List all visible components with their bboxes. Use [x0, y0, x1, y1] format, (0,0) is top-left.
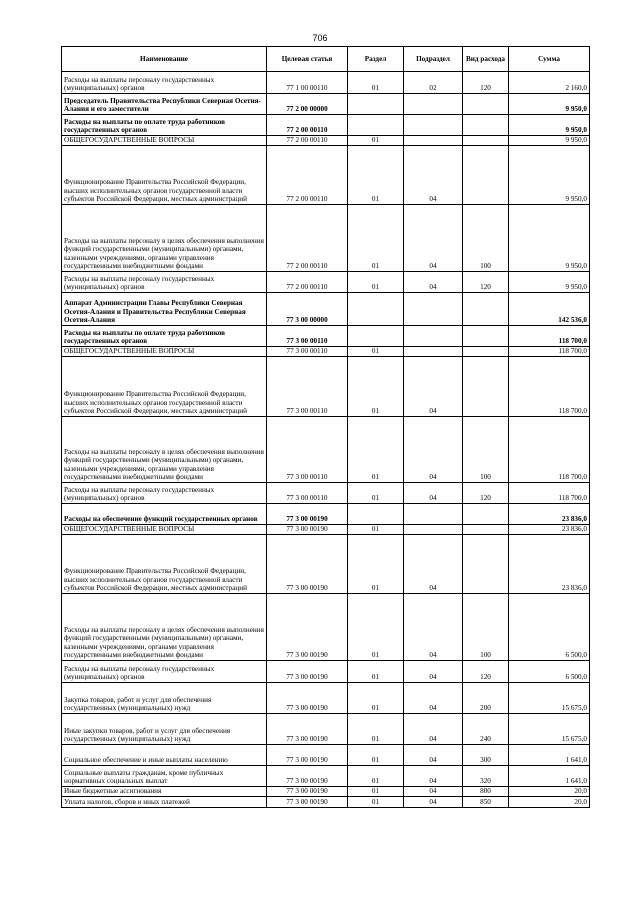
cell-type: 100: [463, 205, 509, 272]
cell-sum: 9 950,0: [509, 94, 590, 115]
cell-type: 320: [463, 766, 509, 787]
cell-section: 01: [348, 766, 404, 787]
table-row: [62, 483, 590, 504]
cell-code: 77 2 00 00110: [267, 115, 348, 136]
table-row: [62, 787, 590, 797]
cell-sum: 118 700,0: [509, 417, 590, 483]
cell-code: 77 3 00 00190: [267, 594, 348, 661]
table-row: [62, 115, 590, 136]
cell-section: 01: [348, 483, 404, 504]
cell-type: 240: [463, 714, 509, 745]
table-row: [62, 94, 590, 115]
cell-section: 01: [348, 525, 404, 535]
cell-sum: 9 950,0: [509, 205, 590, 272]
cell-name: ОБЩЕГОСУДАРСТВЕННЫЕ ВОПРОСЫ: [62, 525, 267, 535]
cell-code: 77 2 00 00110: [267, 272, 348, 293]
cell-sum: 1 641,0: [509, 745, 590, 766]
cell-name: Председатель Правительства Республики Северная Осетия-Алания и его заместители: [62, 94, 267, 115]
table-row: [62, 293, 590, 326]
cell-section: [348, 293, 404, 326]
cell-sum: 118 700,0: [509, 357, 590, 417]
header-sum: Сумма: [509, 47, 590, 72]
cell-subsection: [404, 525, 463, 535]
cell-type: [463, 293, 509, 326]
cell-code: 77 3 00 00190: [267, 535, 348, 594]
cell-sum: 1 641,0: [509, 766, 590, 787]
cell-sum: 118 700,0: [509, 326, 590, 347]
cell-code: 77 3 00 00190: [267, 745, 348, 766]
cell-sum: 15 675,0: [509, 714, 590, 745]
table-row: [62, 797, 590, 808]
table-row: [62, 205, 590, 272]
cell-name: Иные бюджетные ассигнования: [62, 787, 267, 797]
cell-code: 77 3 00 00000: [267, 293, 348, 326]
budget-table: [61, 46, 590, 808]
cell-sum: 9 950,0: [509, 146, 590, 205]
table-header-row: [62, 47, 590, 72]
cell-section: 01: [348, 347, 404, 357]
cell-subsection: [404, 347, 463, 357]
cell-name: Уплата налогов, сборов и иных платежей: [62, 797, 267, 808]
cell-name: Функционирование Правительства Российской Федерации, высших исполнительных органов государственной власти субъектов Российской Федерации, местных администраций: [62, 357, 267, 417]
cell-type: 100: [463, 594, 509, 661]
cell-code: 77 3 00 00190: [267, 504, 348, 525]
cell-sum: 9 950,0: [509, 272, 590, 293]
cell-section: 01: [348, 136, 404, 146]
cell-name: Социальное обеспечение и иные выплаты населению: [62, 745, 267, 766]
cell-type: [463, 504, 509, 525]
cell-section: [348, 326, 404, 347]
cell-name: ОБЩЕГОСУДАРСТВЕННЫЕ ВОПРОСЫ: [62, 136, 267, 146]
cell-section: 01: [348, 714, 404, 745]
cell-subsection: 04: [404, 483, 463, 504]
cell-section: 01: [348, 357, 404, 417]
cell-subsection: 04: [404, 787, 463, 797]
cell-sum: 118 700,0: [509, 347, 590, 357]
cell-section: 01: [348, 787, 404, 797]
cell-section: [348, 94, 404, 115]
cell-subsection: 04: [404, 797, 463, 808]
cell-sum: 2 160,0: [509, 72, 590, 94]
cell-subsection: 04: [404, 272, 463, 293]
cell-code: 77 2 00 00110: [267, 136, 348, 146]
table-row: [62, 535, 590, 594]
table-row: [62, 714, 590, 745]
table-row: [62, 417, 590, 483]
cell-code: 77 2 00 00110: [267, 146, 348, 205]
header-section: Раздел: [348, 47, 404, 72]
cell-section: 01: [348, 745, 404, 766]
cell-subsection: 04: [404, 683, 463, 714]
cell-section: 01: [348, 594, 404, 661]
cell-name: Расходы на выплаты персоналу государственных (муниципальных) органов: [62, 272, 267, 293]
cell-type: [463, 525, 509, 535]
cell-section: 01: [348, 683, 404, 714]
cell-name: Расходы на выплаты по оплате труда работников государственных органов: [62, 115, 267, 136]
cell-code: 77 3 00 00190: [267, 683, 348, 714]
cell-subsection: 04: [404, 205, 463, 272]
cell-subsection: 04: [404, 745, 463, 766]
cell-sum: 15 675,0: [509, 683, 590, 714]
table-row: [62, 146, 590, 205]
cell-type: [463, 146, 509, 205]
cell-subsection: 04: [404, 594, 463, 661]
table-row: [62, 347, 590, 357]
cell-subsection: 04: [404, 535, 463, 594]
cell-type: [463, 326, 509, 347]
cell-name: Иные закупки товаров, работ и услуг для обеспечения государственных (муниципальных) нужд: [62, 714, 267, 745]
cell-code: 77 3 00 00110: [267, 326, 348, 347]
table-row: [62, 745, 590, 766]
cell-subsection: [404, 136, 463, 146]
cell-subsection: 04: [404, 357, 463, 417]
cell-sum: 20,0: [509, 787, 590, 797]
header-name: Наименование: [62, 47, 267, 72]
cell-name: Аппарат Администрации Главы Республики Северная Осетия-Алания и Правительства Республики Северная Осетия-Алания: [62, 293, 267, 326]
cell-type: 120: [463, 483, 509, 504]
cell-section: 01: [348, 535, 404, 594]
cell-name: ОБЩЕГОСУДАРСТВЕННЫЕ ВОПРОСЫ: [62, 347, 267, 357]
cell-subsection: 04: [404, 146, 463, 205]
cell-section: 01: [348, 661, 404, 683]
cell-type: [463, 535, 509, 594]
cell-type: 850: [463, 797, 509, 808]
cell-sum: 23 836,0: [509, 535, 590, 594]
table-body: [62, 72, 590, 808]
cell-type: 200: [463, 683, 509, 714]
cell-code: 77 2 00 00110: [267, 205, 348, 272]
cell-type: [463, 136, 509, 146]
cell-type: 120: [463, 72, 509, 94]
cell-section: 01: [348, 72, 404, 94]
page-number: 706: [312, 33, 328, 43]
cell-name: Расходы на обеспечение функций государственных органов: [62, 504, 267, 525]
cell-type: 300: [463, 745, 509, 766]
cell-name: Расходы на выплаты персоналу в целях обеспечения выполнения функций государственными (муниципальными) органами, казенными учреждениями, органами управления государственными внебюджетными фондами: [62, 594, 267, 661]
cell-sum: 20,0: [509, 797, 590, 808]
cell-sum: 23 836,0: [509, 504, 590, 525]
cell-code: 77 2 00 00000: [267, 94, 348, 115]
cell-name: Расходы на выплаты по оплате труда работников государственных органов: [62, 326, 267, 347]
cell-sum: 23 836,0: [509, 525, 590, 535]
cell-code: 77 1 00 00110: [267, 72, 348, 94]
table-row: [62, 72, 590, 94]
cell-name: Социальные выплаты гражданам, кроме публичных нормативных социальных выплат: [62, 766, 267, 787]
cell-type: 100: [463, 417, 509, 483]
header-subsection: Подраздел: [404, 47, 463, 72]
cell-sum: 6 500,0: [509, 661, 590, 683]
table-row: [62, 357, 590, 417]
table-row: [62, 504, 590, 525]
cell-code: 77 3 00 00110: [267, 357, 348, 417]
cell-section: [348, 504, 404, 525]
cell-subsection: [404, 293, 463, 326]
cell-code: 77 3 00 00190: [267, 714, 348, 745]
cell-code: 77 3 00 00110: [267, 483, 348, 504]
cell-subsection: 02: [404, 72, 463, 94]
cell-type: [463, 94, 509, 115]
table-row: [62, 766, 590, 787]
cell-type: 120: [463, 661, 509, 683]
cell-name: Закупка товаров, работ и услуг для обеспечения государственных (муниципальных) нужд: [62, 683, 267, 714]
cell-name: Расходы на выплаты персоналу государственных (муниципальных) органов: [62, 661, 267, 683]
cell-code: 77 3 00 00190: [267, 787, 348, 797]
cell-section: 01: [348, 417, 404, 483]
cell-section: 01: [348, 146, 404, 205]
cell-sum: 118 700,0: [509, 483, 590, 504]
cell-section: 01: [348, 272, 404, 293]
header-type: Вид расхода: [463, 47, 509, 72]
cell-subsection: 04: [404, 417, 463, 483]
table-row: [62, 683, 590, 714]
cell-code: 77 3 00 00110: [267, 347, 348, 357]
cell-code: 77 3 00 00190: [267, 797, 348, 808]
cell-name: Расходы на выплаты персоналу государственных (муниципальных) органов: [62, 483, 267, 504]
cell-subsection: 04: [404, 661, 463, 683]
cell-subsection: [404, 94, 463, 115]
cell-section: [348, 115, 404, 136]
cell-type: [463, 347, 509, 357]
table-row: [62, 525, 590, 535]
cell-name: Расходы на выплаты персоналу в целях обеспечения выполнения функций государственными (муниципальными) органами, казенными учреждениями, органами управления государственными внебюджетными фондами: [62, 205, 267, 272]
cell-subsection: 04: [404, 714, 463, 745]
cell-sum: 6 500,0: [509, 594, 590, 661]
header-code: Целевая статья: [267, 47, 348, 72]
cell-section: 01: [348, 205, 404, 272]
table-row: [62, 594, 590, 661]
cell-code: 77 3 00 00110: [267, 417, 348, 483]
cell-name: Расходы на выплаты персоналу в целях обеспечения выполнения функций государственными (муниципальными) органами, казенными учреждениями, органами управления государственными внебюджетными фондами: [62, 417, 267, 483]
cell-sum: 9 950,0: [509, 115, 590, 136]
cell-sum: 9 950,0: [509, 136, 590, 146]
cell-type: 800: [463, 787, 509, 797]
cell-type: 120: [463, 272, 509, 293]
cell-type: [463, 357, 509, 417]
cell-name: Функционирование Правительства Российской Федерации, высших исполнительных органов государственной власти субъектов Российской Федерации, местных администраций: [62, 146, 267, 205]
cell-subsection: [404, 504, 463, 525]
cell-sum: 142 536,0: [509, 293, 590, 326]
cell-code: 77 3 00 00190: [267, 661, 348, 683]
table-row: [62, 272, 590, 293]
table-row: [62, 661, 590, 683]
cell-code: 77 3 00 00190: [267, 525, 348, 535]
cell-section: 01: [348, 797, 404, 808]
cell-name: Расходы на выплаты персоналу государственных (муниципальных) органов: [62, 72, 267, 94]
cell-code: 77 3 00 00190: [267, 766, 348, 787]
cell-subsection: [404, 115, 463, 136]
cell-subsection: 04: [404, 766, 463, 787]
cell-subsection: [404, 326, 463, 347]
table-row: [62, 326, 590, 347]
table-row: [62, 136, 590, 146]
cell-name: Функционирование Правительства Российской Федерации, высших исполнительных органов государственной власти субъектов Российской Федерации, местных администраций: [62, 535, 267, 594]
cell-type: [463, 115, 509, 136]
